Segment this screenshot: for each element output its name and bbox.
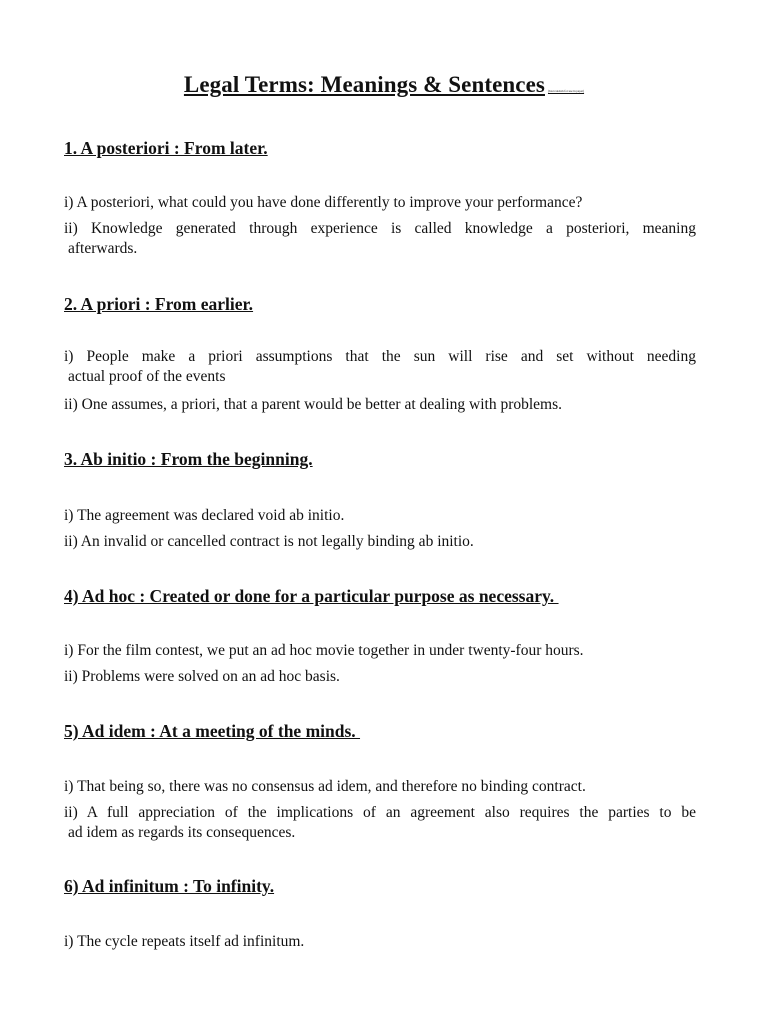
sentence-text: i) That being so, there was no consensus ad idem, and therefore no binding contract. <box>64 778 586 795</box>
page-title: Legal Terms: Meanings & Sentences <box>183 72 545 97</box>
term-heading-3: 3. Ab initio : From the beginning. <box>64 449 313 469</box>
term-4-sentence-2 <box>64 667 696 687</box>
term-1-sentence-1 <box>64 193 696 213</box>
sentence-text: i) The agreement was declared void ab initio. <box>64 507 345 524</box>
sentence-text: ii) A full appreciation of the implications of an agreement also requires the parties to be <box>64 804 696 821</box>
term-5-sentence-2 <box>64 803 696 843</box>
sentence-text-continued: ad idem as regards its consequences. <box>68 824 296 841</box>
term-3-sentence-2 <box>64 532 696 552</box>
term-5-sentence-1 <box>64 777 696 797</box>
term-6-sentence-1 <box>64 932 696 952</box>
term-4-sentence-1 <box>64 641 696 661</box>
term-heading-5: 5) Ad idem : At a meeting of the minds. <box>64 721 361 741</box>
title-note: (Just random for use in paper) <box>547 89 585 93</box>
term-1-sentence-2 <box>64 219 696 259</box>
sentence-text: ii) Problems were solved on an ad hoc basis. <box>64 668 340 685</box>
sentence-text: ii) One assumes, a priori, that a parent would be better at dealing with problems. <box>64 396 563 413</box>
term-2-sentence-2 <box>64 395 696 415</box>
sentence-text: ii) Knowledge generated through experience is called knowledge a posteriori, meaning <box>64 220 696 237</box>
sentence-text: i) People make a priori assumptions that the sun will rise and set without needing <box>64 348 696 365</box>
term-heading-2: 2. A priori : From earlier. <box>64 294 254 314</box>
term-heading-4: 4) Ad hoc : Created or done for a particular purpose as necessary. <box>64 586 559 606</box>
sentence-text-continued: afterwards. <box>68 240 138 257</box>
sentence-text-continued: actual proof of the events <box>68 368 226 385</box>
title-row <box>0 72 768 98</box>
term-2-sentence-1 <box>64 347 696 387</box>
sentence-text: i) A posteriori, what could you have done differently to improve your performance? <box>64 194 583 211</box>
term-3-sentence-1 <box>64 506 696 526</box>
term-heading-1: 1. A posteriori : From later. <box>64 138 268 158</box>
sentence-text: i) For the film contest, we put an ad hoc movie together in under twenty-four hours. <box>64 642 584 659</box>
sentence-text: i) The cycle repeats itself ad infinitum. <box>64 933 305 950</box>
sentence-text: ii) An invalid or cancelled contract is not legally binding ab initio. <box>64 533 474 550</box>
term-heading-6: 6) Ad infinitum : To infinity. <box>64 876 275 896</box>
